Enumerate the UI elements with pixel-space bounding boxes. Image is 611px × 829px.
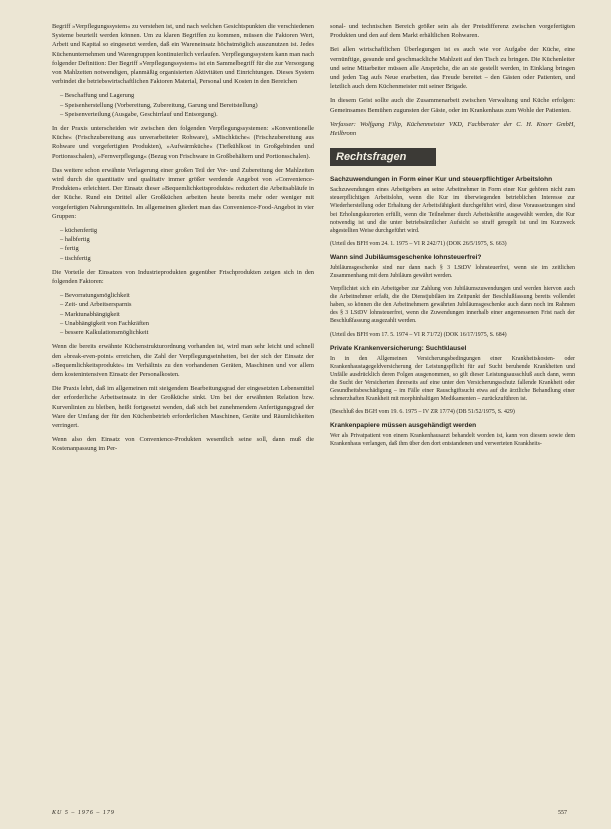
author-credit: Verfasser: Wolfgang Filip, Küchenmeister VKD, Fachberater der C. H. Knorr GmbH, Heilbronn — [330, 120, 575, 138]
section-body: Verpflichtet sich ein Arbeitgeber zur Zahlung von Jubiläumszuwendungen und werden hiervon auch die Arbeitnehmer erfaßt, die die Dienstjubiläen im Zeitpunkt der Beschlußfassung bereits vollendet haben, so können die den Arbeitnehmern gewährten Jubiläumsgeschenke auch dann noch im Rahmen des § 3 LStDV lohnsteuerfrei, wenn die Zuwendungen innerhalb einer angemessenen Frist nach der Beschlußfassung ausgezahlt werden. — [330, 286, 575, 325]
list-item: – tischfertig — [60, 254, 314, 263]
advantages-list — [60, 291, 314, 337]
section-heading: Sachzuwendungen in Form einer Kur und steuerpflichtiger Arbeitslohn — [330, 176, 553, 184]
system-areas-list — [60, 91, 314, 119]
convenience-groups-list — [60, 226, 314, 263]
list-item: – küchenfertig — [60, 226, 314, 235]
left-column — [52, 22, 314, 459]
paragraph: Das weitere schon erwähnte Verlagerung einer großen Teil der Vor- und Zubereitung der Mahlzeiten wird durch die quantitativ und qualitativ immer größer werdende Angebot von »Convenience-Produkten« erleichtert. Der Einsatz dieser »Bequemlichkeitsprodukte« reduziert die Arbeitsabläufe in der Küche. Rund ein Drittel aller Großküchen arbeiten heute bereits mehr oder weniger mit vorgefertigten Nahrungsmitteln. Im allgemeinen gliedert man das Convenience-Food-Angebot in vier Gruppen: — [52, 166, 314, 220]
paragraph: In der Praxis unterscheiden wir zwischen den folgenden Verpflegungssystemen: »Konventionelle Küche« (Frischzubereitung aus unverarbeiteter Rohware), »Mischküche« (Frischzubereitung aus Rohware und vorgefertigten Produkten), »Aufwärmküche« (Tiefkühlkost in Großgebinden und Portionsschalen), »Fernverpflegung« (Bezug von Frischware in Großbehältern und Portionsschalen). — [52, 125, 314, 160]
paragraph: Wenn also den Einsatz von Convenience-Produkten wesentlich seine soll, dann muß die Kostenanpassung im Per- — [52, 436, 314, 453]
section-banner: Rechtsfragen — [330, 148, 436, 166]
page-number: 557 — [558, 810, 567, 816]
paragraph: Wenn die bereits erwähnte Küchenstrukturordnung vorhanden ist, wird man sehr leicht und schnell den »break-even-point« erreichen, die Zahl der Verpflegungseinheiten, bei der sich der Einsatz der »Bequemlichkeitsprodukte« im Verhältnis zu den vorhandenen Geräten, Maschinen und vor allem dem kostenintensiven Einsatz der Personalkosten. — [52, 343, 314, 378]
section-body: Jubiläumsgeschenke sind nur dann nach § 3 LStDV lohnsteuerfrei, wenn sie im zeitlichen Zusammenhang mit dem Jubiläum gewährt werden. — [330, 264, 575, 279]
section-heading: Private Krankenversicherung: Suchtklausel — [330, 344, 467, 352]
section-heading: Krankenpapiere müssen ausgehändigt werden — [330, 422, 477, 430]
paragraph: Die Praxis lehrt, daß im allgemeinen mit steigendem Bearbeitungsgrad der eingesetzten Lebensmittel der erforderliche Arbeitseinsatz in der Großküche sinkt. Um bei der erwähnten Relation bzw. Kurvenlinien zu bleiben, heißt fortgesetzt wenden, daß sich bei zunehmendem Anfertigungsgrad der Ware der Umfang der für den Küchenbetrieb erforderlichen Maschinen, Geräte und Räumlichkeiten verringert. — [52, 385, 314, 429]
paragraph: Begriff »Verpflegungssystem« zu verstehen ist, und nach welchen Gesichtspunkten die verschiedenen Systeme beurteilt werden können. Um zu klaren Begriffen zu kommen, müssen die Faktoren Wert, Arbeit und Kapital so eingesetzt werden, daß ein Wareneinsatz höchstmöglich auszunutzen ist. Jedes Küchenunternehmen und Warengruppen kontinuierlich verlaufen. Verpflegungssystem kann man nach folgender Definition: Der Begriff »Verpflegungssystem« ist ein Sammelbegriff für die zur Versorgung von Mahlzeiten notwendigen, planmäßig organisierten Aktivitäten und Einrichtungen. Dieses System verbindet die betriebswirtschaftlichen Faktoren Material, Personal und Kosten in den Bereichen — [52, 23, 314, 86]
list-item: – Unabhängigkeit von Fachkräften — [60, 319, 314, 328]
list-item: – fertig — [60, 244, 314, 253]
list-item: – halbfertig — [60, 235, 314, 244]
list-item: – Bevorratungsmöglichkeit — [60, 291, 314, 300]
paragraph: sonal- und technischen Bereich größer sein als der Preisdifferenz zwischen vorgefertigten Produkten und den auf dem Markt erhältlichen Rohwaren. — [330, 23, 575, 40]
section-body: In in den Allgemeinen Versicherungsbedingungen einer Krankheitskosten- oder Krankenhaustagegeldversicherung der Leistungspflicht für auf Sucht beruhende Krankheiten und Unfälle ausdrücklich deren Folgen ausgenommen, so gilt dieser Leistungsausschluß auch dann, wenn die Sucht der Versicherten ihrerseits auf eine unter den Versicherungsschutz fallende Krankheit oder Gesundheitsbeschädigung – im Fälle einer Rauschgiftsucht etwa auf die ärztliche Behandlung einer schmerzhaften Krankheit mit morphinhaltigen Medikamenten – zurückzuführen ist. — [330, 355, 575, 403]
section-body: Wer als Privatpatient von einem Krankenhausarzt behandelt worden ist, kann von diesem sowie dem Krankenhaus verlangen, daß ihm über den dort entstandenen und verwerteten Krankheits- — [330, 433, 575, 448]
citation: (Urteil des BFH vom 17. 5. 1974 – VI R 71/72) (DOK 16/17/1975, S. 684) — [330, 331, 507, 338]
paragraph: Bei allen wirtschaftlichen Überlegungen ist es auch wie vor Aufgabe der Küche, eine vernünftige, gesunde und geschmackliche Mahlzeit auf den Tisch zu bringen. Die Küchenleiter und seine Mitarbeiter müssen alle Ansprüche, die an sie gestellt werden, in Einklang bringen und jeden Tag aufs Neue erarbeiten, das Freude bereitet – den Gästen oder Patienten, und letztlich auch dem Küchenmeister mit seiner Brigade. — [330, 46, 575, 91]
list-item: – Zeit- und Arbeitsersparnis — [60, 300, 314, 309]
section-body: Sachzuwendungen eines Arbeitgebers an seine Arbeitnehmer in Form einer Kur gehören nicht zum steuerpflichtigen Arbeitslohn, wenn die Kur im überwiegenden betrieblichen Interesse zur Wiederherstellung oder Erhaltung der Arbeitsfähigkeit durchgeführt wird, diese Voraussetzungen sind bei Erholungskurorten erfüllt, wenn die Teilnehmer durch Arbeitskräfte ausgewählt werden, die Kur notwendig ist und die unter betriebsärztlicher Aufsicht so straff geregelt ist und im Kurzweck abgestellten Weise durchgeführt wird. — [330, 187, 575, 234]
paragraph: In diesem Geist sollte auch die Zusammenarbeit zwischen Verwaltung und Küche erfolgen: Gemeinsames Bemühen zugunsten der Gäste, oder im Krankenhaus zum Wohle der Patienten. — [330, 97, 575, 114]
journal-footer: KU 5 – 1976 – 179 — [52, 810, 115, 816]
section-heading: Wann sind Jubiläumsgeschenke lohnsteuerfrei? — [330, 253, 482, 261]
citation: (Urteil des BFH vom 24. 1. 1975 – VI R 242/71) (DOK 26/5/1975, S. 663) — [330, 240, 507, 247]
list-item: – bessere Kalkulationsmöglichkeit — [60, 328, 314, 337]
list-item: – Speisenherstellung (Vorbereitung, Zubereitung, Garung und Bereitstellung) — [60, 101, 314, 110]
list-item: – Speisenverteilung (Ausgabe, Geschirrlauf und Entsorgung). — [60, 110, 314, 119]
right-column — [330, 22, 575, 453]
paragraph: Die Vorteile der Einsatzes von Industrieprodukten gegenüber Frischprodukten zeigen sich in den folgenden Faktoren: — [52, 268, 314, 286]
list-item: – Marktunabhängigkeit — [60, 310, 314, 319]
citation: (Beschluß des BGH vom 19. 6. 1975 – IV ZR 17/74) (DB 51/52/1975, S. 429) — [330, 409, 515, 416]
list-item: – Beschaffung und Lagerung — [60, 91, 314, 100]
